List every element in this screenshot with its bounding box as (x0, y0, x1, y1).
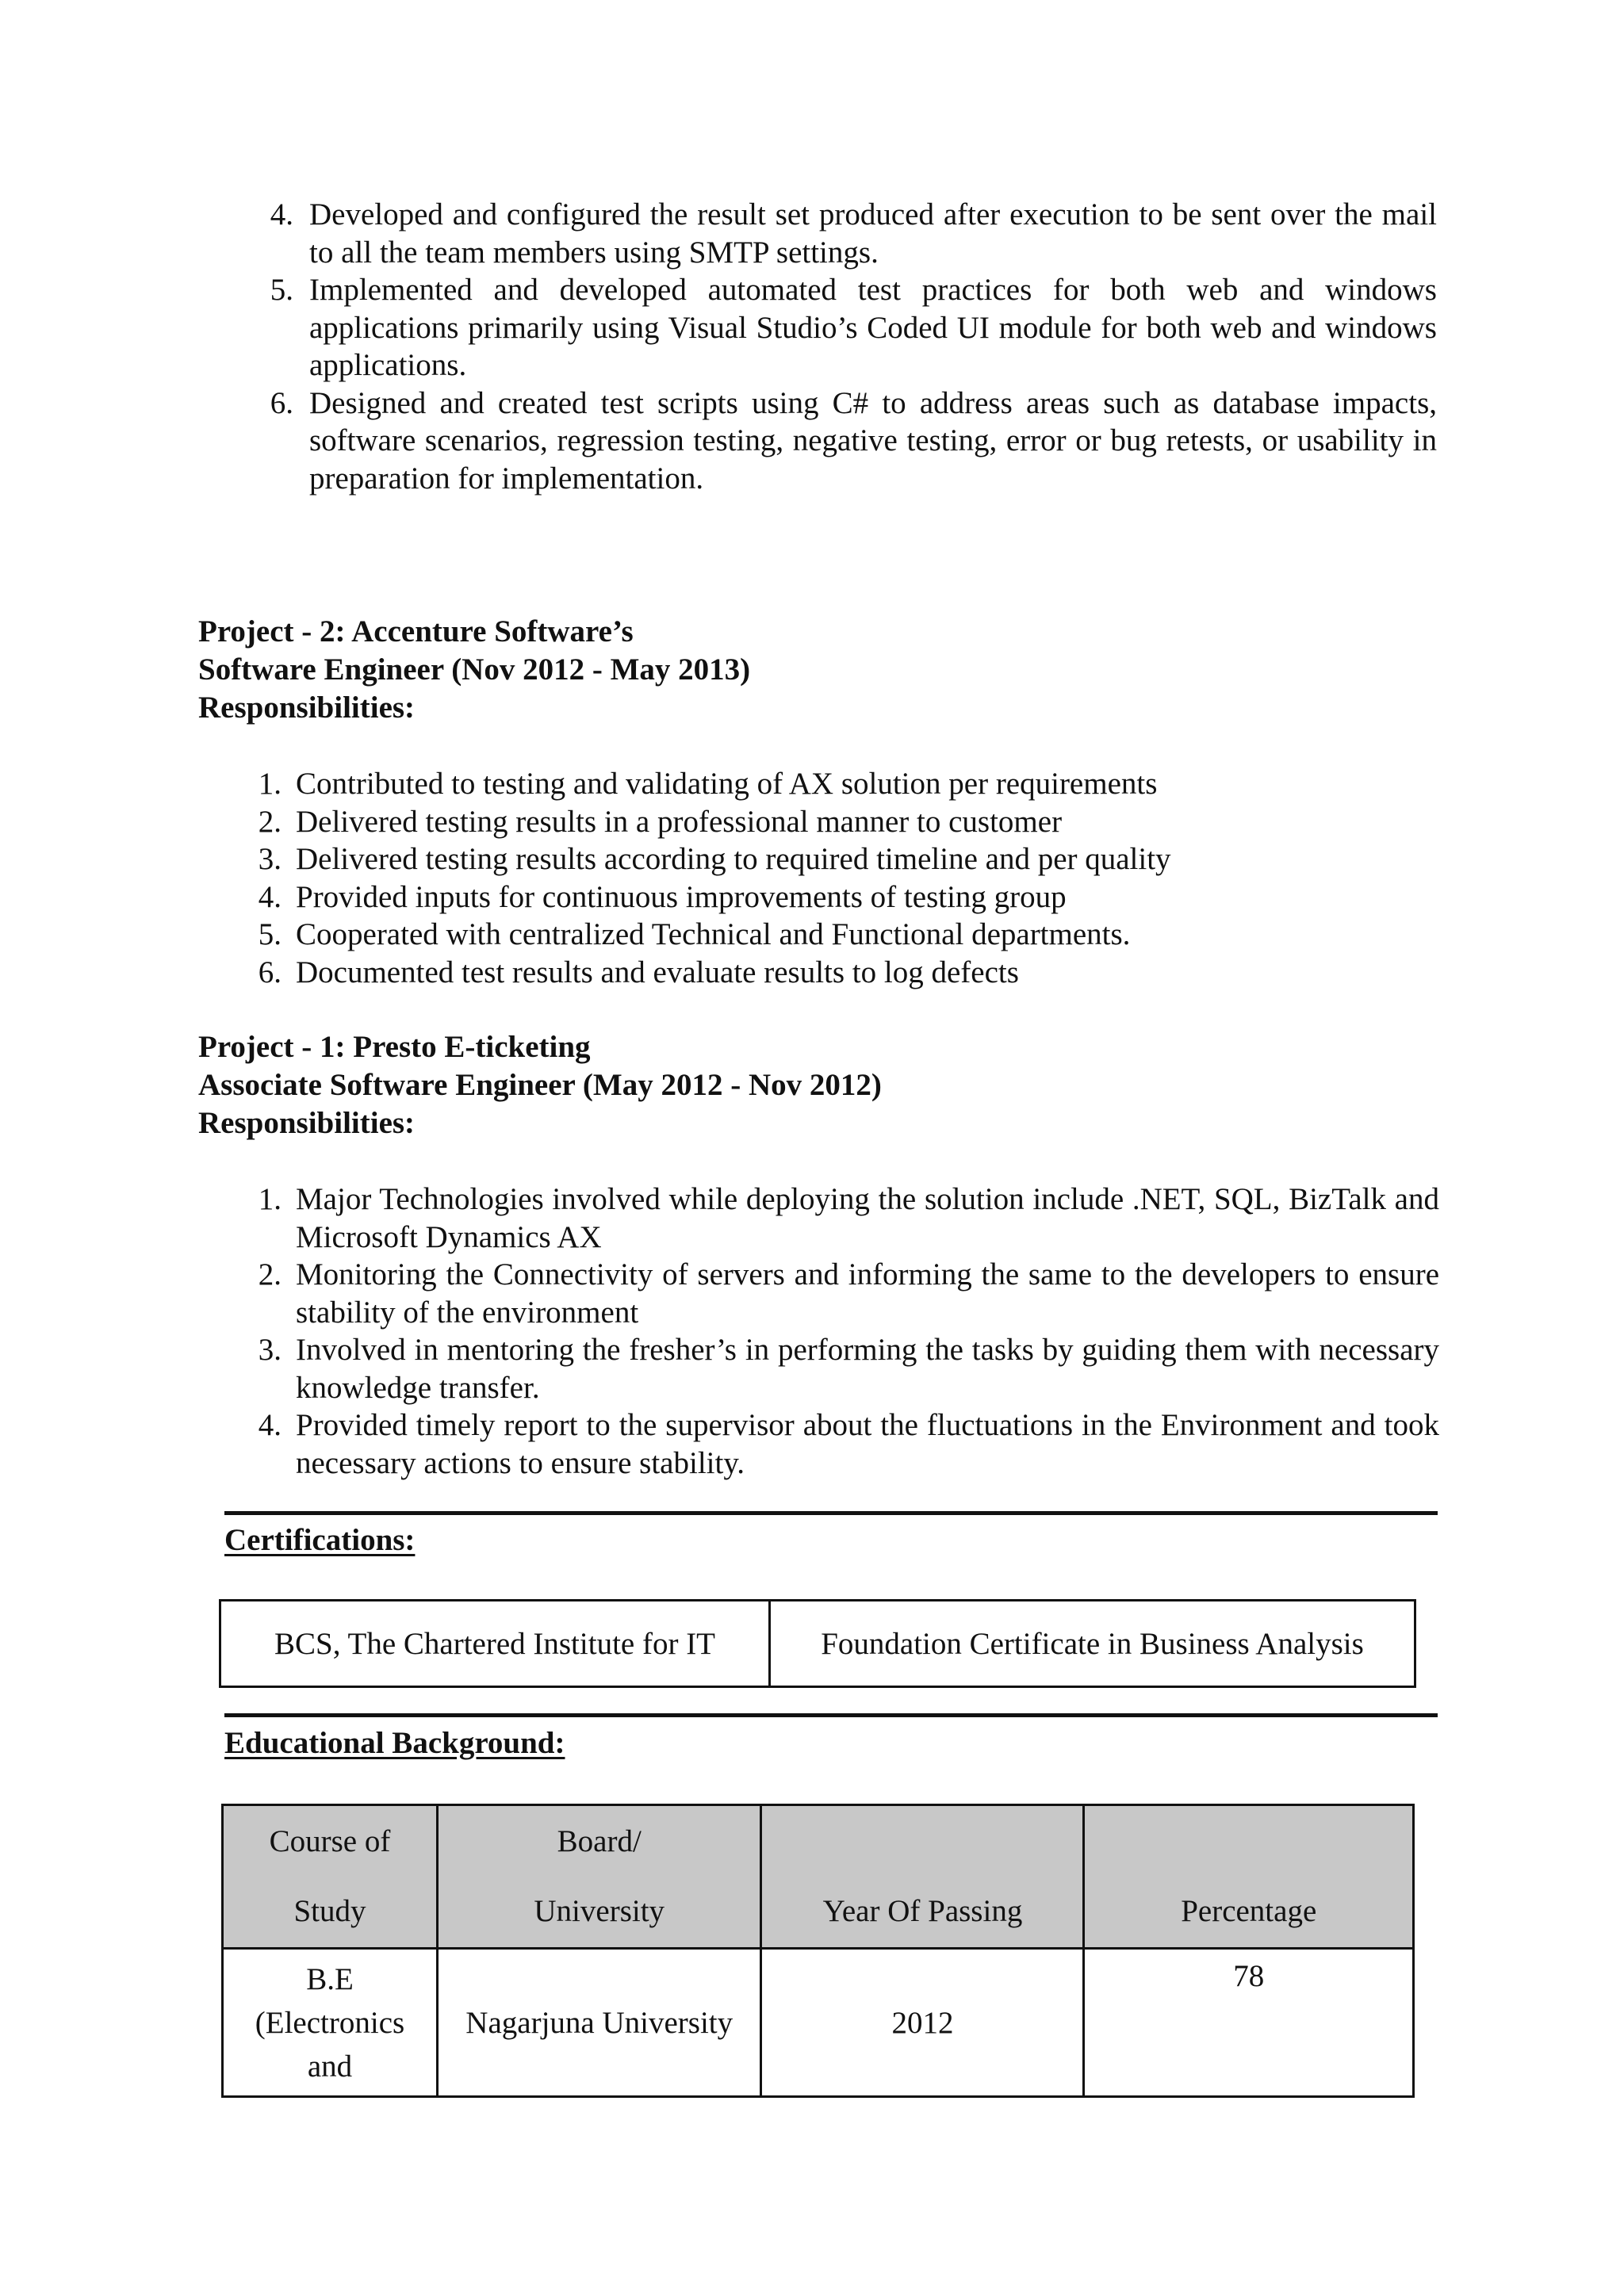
list-number: 5. (258, 917, 282, 951)
list-number: 2. (258, 804, 282, 839)
list-number: 6. (258, 955, 282, 989)
project-2-title: Project - 2: Accenture Software’s (198, 614, 634, 649)
list-number: 4. (270, 197, 293, 232)
previous-project-responsibilities-list (255, 196, 1437, 497)
header-board (437, 1805, 761, 1949)
list-item (242, 765, 1447, 803)
header-course-line: Course of (269, 1824, 391, 1858)
list-item (255, 385, 1437, 498)
table-header-row (223, 1805, 1414, 1949)
cell-percentage: 78 (1084, 1949, 1414, 2097)
list-item-text: Monitoring the Connectivity of servers and informing the same to the developers to ensure stability of the environment (296, 1257, 1439, 1330)
list-item (242, 1256, 1439, 1331)
list-item-text: Contributed to testing and validating of AX solution per requirements (296, 767, 1158, 801)
project-2-heading (198, 613, 750, 727)
list-item (242, 954, 1447, 992)
certifications-title: Certifications: (224, 1523, 416, 1557)
cell-university: Nagarjuna University (437, 1949, 761, 2097)
header-year (761, 1805, 1084, 1949)
header-board-line: Board/ (557, 1824, 642, 1858)
list-item-text: Developed and configured the result set produced after execution to be sent over the mail to all the team members using SMTP settings. (309, 197, 1437, 270)
list-item-text: Delivered testing results according to required timeline and per quality (296, 842, 1171, 876)
list-item (255, 196, 1437, 271)
list-item-text: Documented test results and evaluate results to log defects (296, 955, 1019, 989)
list-item-text: Provided inputs for continuous improvements of testing group (296, 879, 1067, 914)
education-title: Educational Background: (224, 1726, 565, 1760)
project-1-heading (198, 1028, 882, 1142)
header-board-line: University (534, 1894, 665, 1928)
list-item-text: Provided timely report to the supervisor about the fluctuations in the Environment and took necessary actions to ensure stability. (296, 1408, 1439, 1480)
list-number: 4. (258, 879, 282, 914)
table-row (223, 1949, 1414, 2097)
list-number: 3. (258, 842, 282, 876)
list-item (242, 1181, 1439, 1256)
cell-course-line: (Electronics (255, 2005, 405, 2040)
list-item-text: Delivered testing results in a professional manner to customer (296, 804, 1063, 839)
list-item-text: Involved in mentoring the fresher’s in performing the tasks by guiding them with necessary knowledge transfer. (296, 1333, 1439, 1405)
project-1-role: Associate Software Engineer (May 2012 - Nov 2012) (198, 1068, 882, 1102)
cell-course-line: B.E (306, 1961, 354, 1996)
list-item (242, 1406, 1439, 1482)
cell-course-line: and (307, 2049, 353, 2084)
project-2-role: Software Engineer (Nov 2012 - May 2013) (198, 652, 751, 687)
list-number: 1. (258, 1182, 282, 1216)
list-item (255, 271, 1437, 385)
list-number: 3. (258, 1333, 282, 1367)
list-item-text: Implemented and developed automated test practices for both web and windows applications primarily using Visual Studio’s Coded UI module for both web and windows applications. (309, 273, 1437, 382)
list-item (242, 878, 1447, 916)
project-2-responsibilities-list (242, 765, 1447, 991)
list-item (242, 1331, 1439, 1406)
header-course (223, 1805, 438, 1949)
section-divider (224, 1511, 1438, 1515)
header-percentage-text: Percentage (1181, 1894, 1317, 1928)
list-item-text: Designed and created test scripts using C# to address areas such as database impacts, software scenarios, regression testing, negative testing, error or bug retests, or usability in preparation for implementation. (309, 385, 1437, 496)
list-item-text: Cooperated with centralized Technical and Functional departments. (296, 917, 1131, 951)
header-course-line: Study (293, 1894, 366, 1928)
education-table (221, 1804, 1415, 2098)
list-item (242, 803, 1447, 841)
list-item (242, 840, 1447, 878)
section-divider (224, 1713, 1438, 1717)
certification-issuer: BCS, The Chartered Institute for IT (220, 1601, 770, 1687)
certifications-table (219, 1599, 1416, 1688)
header-percentage (1084, 1805, 1414, 1949)
header-year-text: Year Of Passing (822, 1894, 1023, 1928)
table-row (220, 1601, 1415, 1687)
list-item-text: Major Technologies involved while deploying the solution include .NET, SQL, BizTalk and Microsoft Dynamics AX (296, 1182, 1439, 1254)
cell-year: 2012 (761, 1949, 1084, 2097)
certification-name: Foundation Certificate in Business Analysis (770, 1601, 1415, 1687)
list-number: 4. (258, 1408, 282, 1442)
project-2-responsibilities-label: Responsibilities: (198, 691, 416, 725)
list-number: 6. (270, 385, 293, 420)
list-number: 5. (270, 273, 293, 307)
project-1-responsibilities-label: Responsibilities: (198, 1106, 416, 1140)
project-1-title: Project - 1: Presto E-ticketing (198, 1030, 591, 1064)
project-1-responsibilities-list (242, 1181, 1439, 1482)
list-number: 2. (258, 1257, 282, 1292)
list-number: 1. (258, 767, 282, 801)
cell-course (223, 1949, 438, 2097)
list-item (242, 916, 1447, 954)
